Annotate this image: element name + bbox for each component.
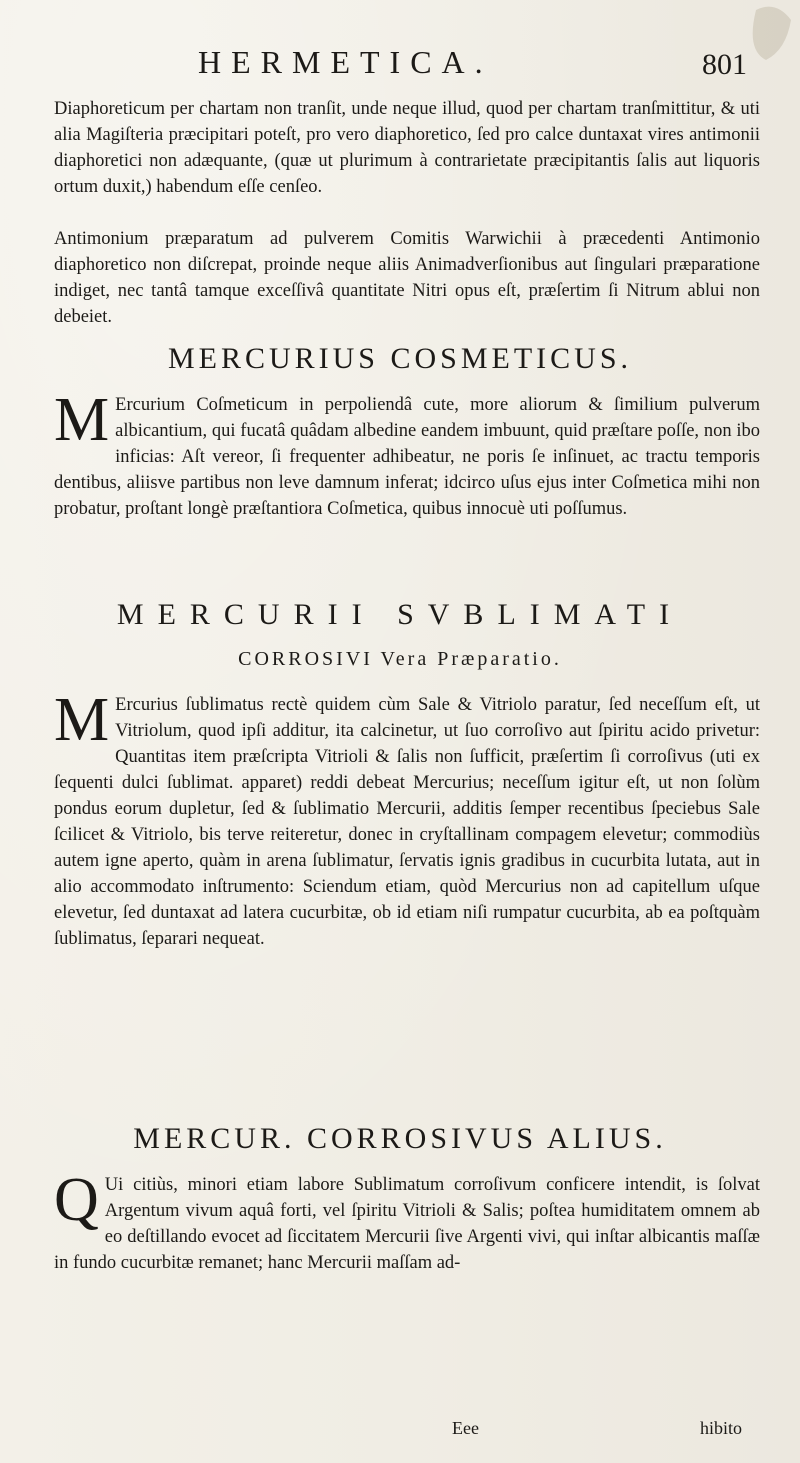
drop-cap: M (54, 386, 110, 454)
section-heading-mercur-corrosivus-alius: MERCUR. CORROSIVUS ALIUS. (133, 1122, 667, 1155)
section-heading-mercurii-sublimati: MERCURII SVBLIMATI (116, 598, 684, 631)
page-number: 801 (702, 48, 747, 81)
section-body-mercurii-sublimati (54, 686, 760, 952)
signature-mark: Eee (452, 1418, 479, 1438)
drop-cap: Q (54, 1166, 99, 1234)
section-heading-mercurius-cosmeticus: MERCURIUS COSMETICUS. (167, 342, 633, 375)
section-body-mercur-corrosivus-alius (54, 1166, 760, 1276)
section-body-mercurius-cosmeticus (54, 386, 760, 522)
section-body-text: Ercurius ſublimatus rectè quidem cùm Sale & Vitriolo paratur, ſed neceſſum eſt, ut Vitriolum, quod ipſi additur, ita calcinetur, ut ſuo corroſivo aut ſpiritu acido privetur: Quantitas item præſcripta Vitrioli & ſalis non ſufficit, præſertim ſi corroſivus (uti ex ſequenti dulci ſublimat. apparet) reddi debeat Mercurius; neceſſum igitur eſt, ut non ſolùm pondus eorum dupletur, ſed & ſublimatio Mercurii, additis ſemper recentibus ſpeciebus Sale ſcilicet & Vitriolo, bis terve reiteretur, donec in cryſtallinam compagem elevetur; commodiùs autem igne aperto, quàm in arena ſublimatur, ſervatis ignis gradibus in cucurbita lutata, aut in alio accommodato inſtrumento: Sciendum etiam, quòd Mercurius non ad capitellum uſque elevetur, ſed duntaxat ad latera cucurbitæ, ob id etiam niſi rumpatur cucurbita, ab ea poſtquàm ſublimatus, ſeparari nequeat. (54, 695, 760, 949)
catchword: hibito (700, 1418, 743, 1438)
drop-cap: M (54, 686, 110, 754)
running-head: HERMETICA. (198, 44, 493, 80)
section-body-text: Ercurium Coſmeticum in perpoliendâ cute, more aliorum & ſimilium pulverum albicantium, qui fucatâ quâdam albedine eandem imbuunt, quid præſtare poſſe, non ibo inficias: Aſt vereor, ſi frequenter adhibeatur, ne poris ſe inſinuet, ac tractu temporis dentibus, aliisve partibus non leve damnum inferat; idcirco uſus ejus inter Coſmetica mihi non probatur, proſtant longè præſtantiora Coſmetica, quibus innocuè uti poſſumus. (54, 395, 760, 519)
paragraph-antimonium: Antimonium præparatum ad pulverem Comitis Warwichii à præcedenti Antimonio diaphoretico non diſcrepat, proinde neque aliis Animadverſionibus aut ſingulari præparatione indiget, nec tantâ tamque exceſſivâ quantitate Nitri opus eſt, præſertim ſi Nitrum ablui non debeiet. (54, 229, 760, 327)
section-subheading-corrosivi: CORROSIVI Vera Præparatio. (238, 648, 562, 670)
section-body-text: Ui citiùs, minori etiam labore Sublimatum corroſivum conficere intendit, is ſolvat Argentum vivum aquâ forti, vel ſpiritu Vitrioli & Salis; poſtea humiditatem omnem ab eo deſtillando evocet ad ſiccitatem Mercurii ſive Argenti vivi, qui inſtar albicantis maſſæ in fundo cucurbitæ remanet; hanc Mercurii maſſam ad- (54, 1175, 760, 1273)
paragraph-diaphoreticum: Diaphoreticum per chartam non tranſit, unde neque illud, quod per chartam tranſmittitur, & uti alia Magiſteria præcipitari poteſt, pro vero diaphoretico, ſed pro calce duntaxat vires antimonii diaphoretici non adæquante, (quæ ut plurimum à contrarietate præcipitantis ſalis aut liquoris ortum duxit,) habendum eſſe cenſeo. (54, 99, 760, 197)
